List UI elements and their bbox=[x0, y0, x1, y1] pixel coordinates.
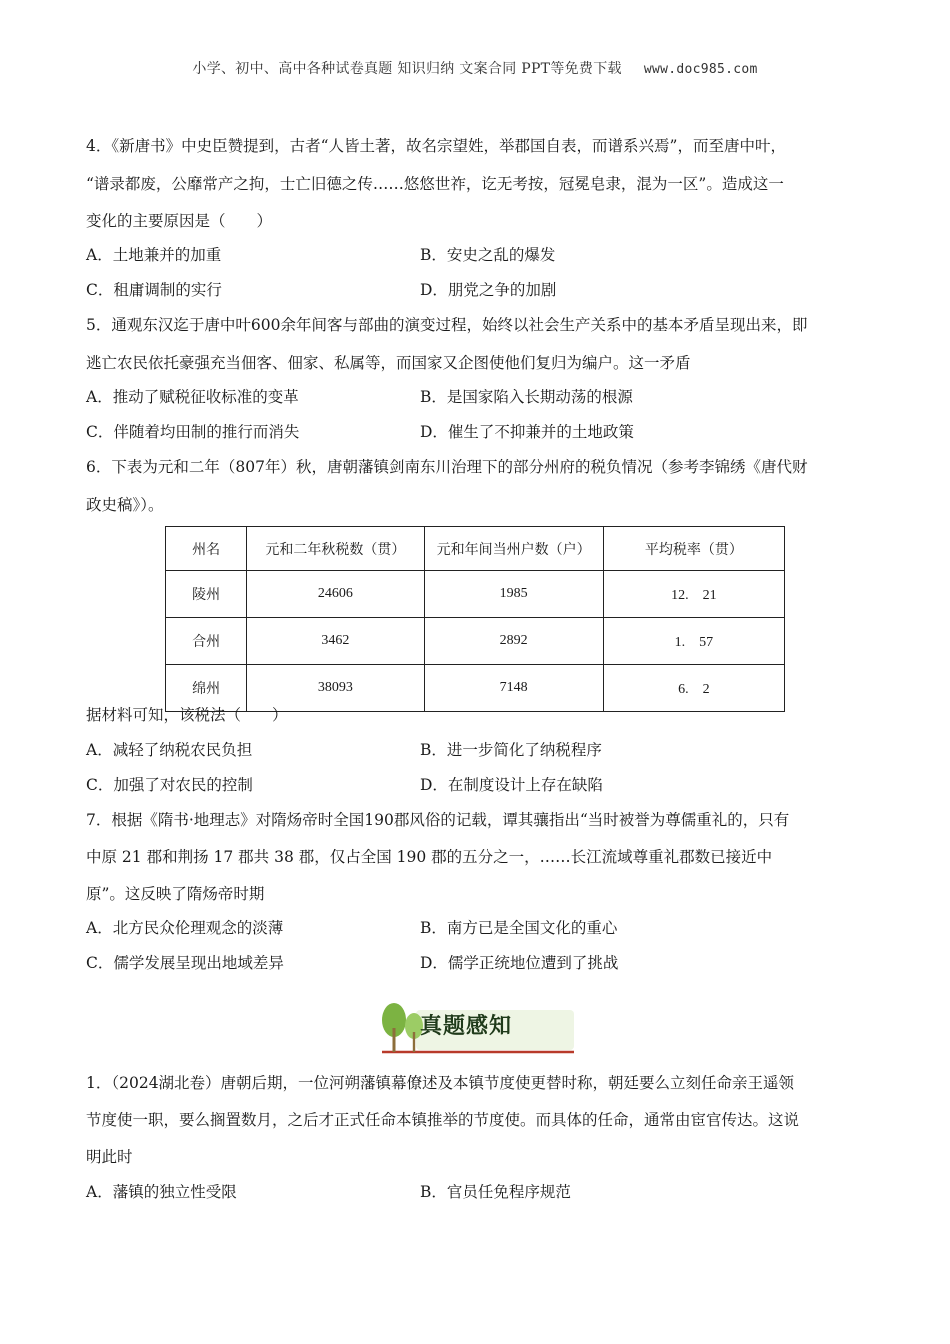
table-cell: 38093 bbox=[247, 665, 424, 712]
table-row bbox=[166, 618, 785, 665]
q4-stem-line3: 变化的主要原因是（ ） bbox=[86, 212, 273, 230]
table-cell: 2892 bbox=[424, 618, 603, 665]
q7-option-c: C．儒学发展呈现出地域差异 bbox=[86, 954, 284, 972]
tax-table bbox=[165, 526, 785, 712]
q6-option-b: B．进一步简化了纳税程序 bbox=[420, 741, 602, 759]
table-cell: 1. 57 bbox=[603, 618, 784, 665]
header-url[interactable]: www.doc985.com bbox=[643, 62, 758, 77]
q6-stem-line2: 政史稿》）。 bbox=[86, 496, 164, 514]
q6-option-d: D．在制度设计上存在缺陷 bbox=[420, 776, 603, 794]
table-header-cell: 州名 bbox=[166, 527, 247, 571]
q7-option-d: D．儒学正统地位遭到了挑战 bbox=[420, 954, 619, 972]
q4-option-a: A．土地兼并的加重 bbox=[86, 246, 222, 264]
q7-stem-line1: 7．根据《隋书·地理志》对隋炀帝时全国190郡风俗的记载，谭其骧指出“当时被誉为尊儒重礼的，只有 bbox=[86, 811, 790, 829]
table-header-cell: 元和年间当州户数（户） bbox=[424, 527, 603, 571]
q7-option-b: B．南方已是全国文化的重心 bbox=[420, 919, 618, 937]
section-title: 真题感知 bbox=[420, 1014, 513, 1039]
table-cell: 陵州 bbox=[166, 571, 247, 618]
q6-option-a: A．减轻了纳税农民负担 bbox=[86, 741, 253, 759]
table-cell: 7148 bbox=[424, 665, 603, 712]
table-cell: 1985 bbox=[424, 571, 603, 618]
tree-icon bbox=[382, 1003, 406, 1052]
q6-option-c: C．加强了对农民的控制 bbox=[86, 776, 253, 794]
q7-option-a: A．北方民众伦理观念的淡薄 bbox=[86, 919, 284, 937]
r1-stem-line2: 节度使一职，要么搁置数月，之后才正式任命本镇推举的节度使。而具体的任命，通常由宦官传达。这说 bbox=[86, 1111, 800, 1129]
table-cell: 绵州 bbox=[166, 665, 247, 712]
table-cell: 3462 bbox=[247, 618, 424, 665]
q5-option-d: D．催生了不抑兼并的土地政策 bbox=[420, 423, 634, 441]
r1-option-b: B．官员任免程序规范 bbox=[420, 1183, 571, 1201]
table-cell: 12. 21 bbox=[603, 571, 784, 618]
page-header bbox=[0, 58, 950, 78]
table-cell: 合州 bbox=[166, 618, 247, 665]
q5-stem-line2: 逃亡农民依托豪强充当佃客、佃家、私属等，而国家又企图使他们复归为编户。这一矛盾 bbox=[86, 354, 691, 372]
table-cell: 24606 bbox=[247, 571, 424, 618]
r1-option-a: A．藩镇的独立性受限 bbox=[86, 1183, 237, 1201]
table-header-cell: 元和二年秋税数（贯） bbox=[247, 527, 424, 571]
table-row bbox=[166, 571, 785, 618]
q7-stem-line3: 原”。这反映了隋炀帝时期 bbox=[86, 885, 265, 903]
q4-stem-line1: 4．《新唐书》中史臣赞提到，古者“人皆土著，故名宗望姓，举郡国自表，而谱系兴焉”，而至唐中叶， bbox=[86, 137, 786, 155]
r1-stem-line1: 1．（2024湖北卷）唐朝后期，一位河朔藩镇幕僚述及本镇节度使更替时称，朝廷要么立刻任命亲王遥领 bbox=[86, 1074, 795, 1092]
q5-option-a: A．推动了赋税征收标准的变革 bbox=[86, 388, 299, 406]
q4-option-b: B．安史之乱的爆发 bbox=[420, 246, 556, 264]
header-text: 小学、初中、高中各种试卷真题 知识归纳 文案合同 PPT等免费下载 bbox=[192, 61, 622, 77]
q4-option-d: D．朋党之争的加剧 bbox=[420, 281, 557, 299]
q5-option-b: B．是国家陷入长期动荡的根源 bbox=[420, 388, 633, 406]
table-cell: 6. 2 bbox=[603, 665, 784, 712]
q5-option-c: C．伴随着均田制的推行而消失 bbox=[86, 423, 300, 441]
table-header-cell: 平均税率（贯） bbox=[603, 527, 784, 571]
q4-stem-line2: “谱录都废，公靡常产之拘，士亡旧德之传……悠悠世祚，讫无考按，冠冕皂隶，混为一区”。造成这一 bbox=[86, 175, 784, 193]
table-header-row bbox=[166, 527, 785, 571]
r1-stem-line3: 明此时 bbox=[86, 1148, 133, 1166]
q6-stem-line1: 6．下表为元和二年（807年）秋，唐朝藩镇剑南东川治理下的部分州府的税负情况（参考李锦绣《唐代财 bbox=[86, 458, 808, 476]
q7-stem-line2: 中原 21 郡和荆扬 17 郡共 38 郡，仅占全国 190 郡的五分之一，……长江流域尊重礼郡数已接近中 bbox=[86, 848, 773, 866]
q6-question: 据材料可知，该税法（ ） bbox=[86, 706, 288, 724]
q4-option-c: C．租庸调制的实行 bbox=[86, 281, 222, 299]
q5-stem-line1: 5．通观东汉迄于唐中叶600余年间客与部曲的演变过程，始终以社会生产关系中的基本矛盾呈现出来，即 bbox=[86, 316, 808, 334]
